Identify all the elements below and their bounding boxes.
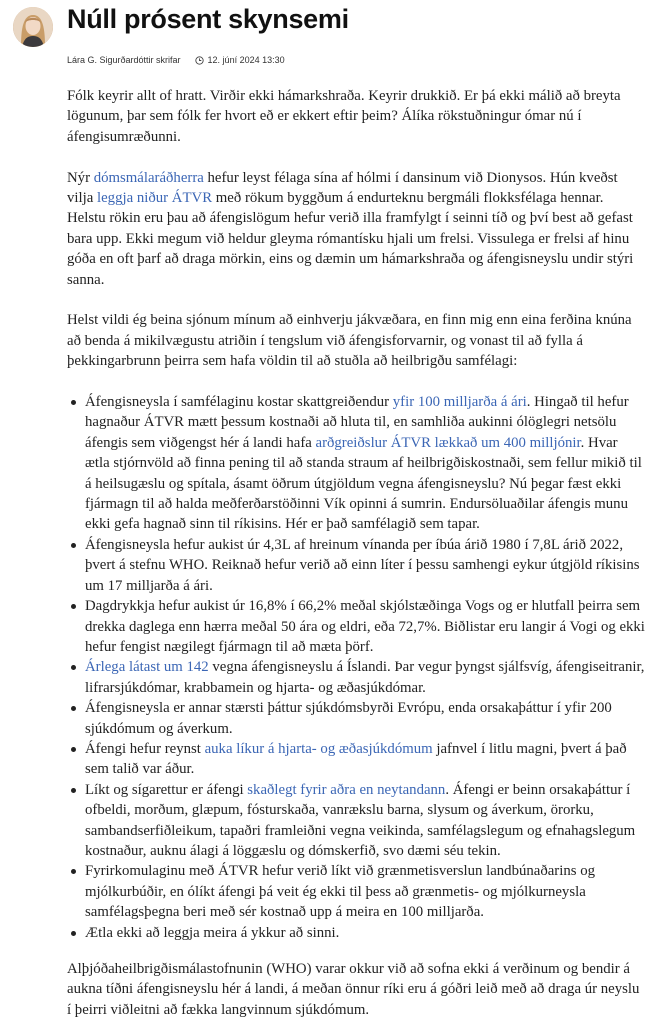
link-hjarta-og-aedasjukdomar[interactable]: auka líkur á hjarta- og æðasjúkdómum [204, 740, 433, 757]
list-item [67, 861, 645, 922]
list-item [67, 596, 645, 657]
article-header [0, 0, 658, 80]
text-run: Áfengi hefur reynst [85, 740, 205, 757]
text-run: hefur leyst félaga sína af hólmi í dansinum við Dionysos. Hún kveðst vilja [67, 169, 618, 207]
text-run: Fyrirkomulaginu með ÁTVR hefur verið líkt við grænmetisverslun landbúnaðarins og mjólkurbúðir, en ólíkt áfengi þá veit ég ekki til þess að grænmetis- og mjólkurneysla samfélagsþegna beri með sér kostnað upp á meira en 100 milljarða. [85, 863, 596, 921]
link-domsmalaradherra[interactable]: dómsmálaráðherra [93, 169, 204, 186]
paragraph-intro: Fólk keyrir allt of hratt. Virðir ekki hámarkshraða. Keyrir drukkið. Er þá ekki málið að breyta lögunum, þar sem fólk fer hvort eð er ekkert eftir þeim? Álíka rökstuðningur ómar nú í áfengisumræðunni. [67, 88, 621, 145]
list-item [67, 739, 645, 780]
text-run: . Hvar ætla stjórnvöld að finna pening til að standa straum af heilbrigðiskostnaði, sem fellur mikið til á heilsugæslu og spítala, ásamt öðrum útgjöldum vegna áfengisneyslu? Nú þegar fæst ekki fjármagn til að halda meðferðarstöðinni Vík opinni á sumrin. Endursöluaðilar áfengis munu ekki gefa hagnað sinn til ríkisins. Hér er það samfélagið sem tapar. [85, 434, 642, 533]
list-item [67, 392, 645, 535]
publish-date: 12. júní 2024 13:30 [207, 55, 285, 65]
author-byline[interactable]: Lára G. Sigurðardóttir skrifar [67, 55, 181, 65]
text-run: með rökum byggðum á endurteknu bergmáli flokksfélaga hennar. Helstu rökin eru þau að áfengislögum hefur verið illa framfylgt í seinni tíð og því best að gefast bara upp. Ekki megum við heldur gleyma rómantísku hjali um frelsi. Vissulega er frelsi af hinu góða en oft þarf að draga mörkin, eins og dæmin um hámarkshraða og áfengisneyslu undir stýri sanna. [67, 190, 634, 288]
bullet-dot [71, 543, 76, 548]
avatar-portrait [13, 7, 53, 47]
list-item [67, 657, 645, 698]
list-item [67, 780, 645, 862]
text-run: Líkt og sígarettur er áfengi [85, 781, 248, 798]
text-run: Áfengisneysla er annar stærsti þáttur sjúkdómsbyrði Evrópu, enda orsakaþáttur í yfir 200 sjúkdómum og áverkum. [85, 700, 612, 737]
paragraph-minister [67, 168, 645, 290]
link-skadlegt-fyrir-adra[interactable]: skaðlegt fyrir aðra en neytandann [247, 781, 446, 798]
bullet-dot [71, 869, 76, 874]
link-arlega-latast[interactable]: Árlega látast um 142 [85, 659, 209, 676]
article-title: Núll prósent skynsemi [67, 4, 349, 34]
bullet-dot [71, 604, 76, 609]
bullet-dot [71, 931, 76, 936]
bullet-dot [71, 706, 76, 711]
clock-icon [195, 56, 204, 65]
author-avatar[interactable] [13, 7, 53, 47]
text-run: vegna áfengisneyslu á Íslandi. Þar vegur þyngst sjálfsvíg, áfengiseitranir, lifrarsjúkdómar, krabbamein og hjarta- og æðasjúkdómar. [85, 659, 645, 696]
bullet-dot [71, 665, 76, 670]
key-points-list [67, 392, 645, 943]
text-run: . Áfengi er beinn orsakaþáttur í ofbeldi, morðum, glæpum, fósturskaða, vanrækslu barna, slysum og áverkum, örorku, sambandserfiðleikum, tapaðri framleiðni vegna veikinda, samfélagslegum og efnahagslegum kostnaður, auknu álagi á löggæslu og dómskerfið, svo dæmi séu tekin. [85, 781, 636, 859]
link-leggja-nidur-atvr[interactable]: leggja niður ÁTVR [97, 190, 213, 207]
bullet-dot [71, 400, 76, 405]
text-run: Dagdrykkja hefur aukist úr 16,8% í 66,2% meðal skjólstæðinga Vogs og er hlutfall þeirra sem drekka daglega enn hærra meðal 50 ára og eldri, eða 72,7%. Biðlistar eru langir á Vogi og ekki hefur fengist nægilegt fjármagn til að mæta þörf. [85, 598, 645, 655]
text-run: Áfengisneysla í samfélaginu kostar skattgreiðendur [85, 394, 393, 411]
link-yfir-100-milljarda[interactable]: yfir 100 milljarða á ári [392, 394, 527, 411]
paragraph-prevention: Helst vildi ég beina sjónum mínum að einhverju jákvæðara, en finn mig enn eina ferðina knúna að benda á mikilvægustu atriðin í tengslum við áfengisforvarnir, og vonast til að fylla á þekkingarbrunn þeirra sem hafa völdin til að stuðla að heilbrigðu samfélagi: [67, 312, 632, 370]
bullet-dot [71, 788, 76, 793]
text-run: Ætla ekki að leggja meira á ykkur að sinni. [85, 924, 340, 941]
paragraph-who: Alþjóðaheilbrigðismálastofnunin (WHO) varar okkur við að sofna ekki á verðinum og bendir á aukna tíðni áfengisneyslu hér á landi, á meðan önnur ríki eru á góðri leið með að draga úr neyslu í þeirri viðleitni að fækka langvinnum sjúkdómum. [67, 961, 640, 1018]
bullet-dot [71, 747, 76, 752]
link-ardgreidslur-atvr[interactable]: arðgreiðslur ÁTVR lækkað um 400 milljónir [315, 434, 581, 451]
list-item [67, 923, 645, 943]
text-run: . Hingað til hefur hagnaður ÁTVR mætt þessum kostnaði að hluta til, en samhliða aukinni ólöglegri netsölu áfengis sem viðgengst hér á landi hafa [85, 394, 629, 451]
article-meta [67, 53, 285, 67]
list-item [67, 535, 645, 596]
list-item [67, 698, 645, 739]
article-body [67, 86, 645, 1024]
text-run: jafnvel í litlu magni, þvert á það sem talið var áður. [85, 740, 627, 778]
text-run: Nýr [67, 169, 94, 186]
text-run: Áfengisneysla hefur aukist úr 4,3L af hreinum vínanda per íbúa árið 1980 í 7,8L árið 2022, þvert á stefnu WHO. Reiknað hefur verið að einn líter í þessu samhengi eykur útgjöld ríkisins um 17 milljarða á ári. [85, 536, 640, 594]
